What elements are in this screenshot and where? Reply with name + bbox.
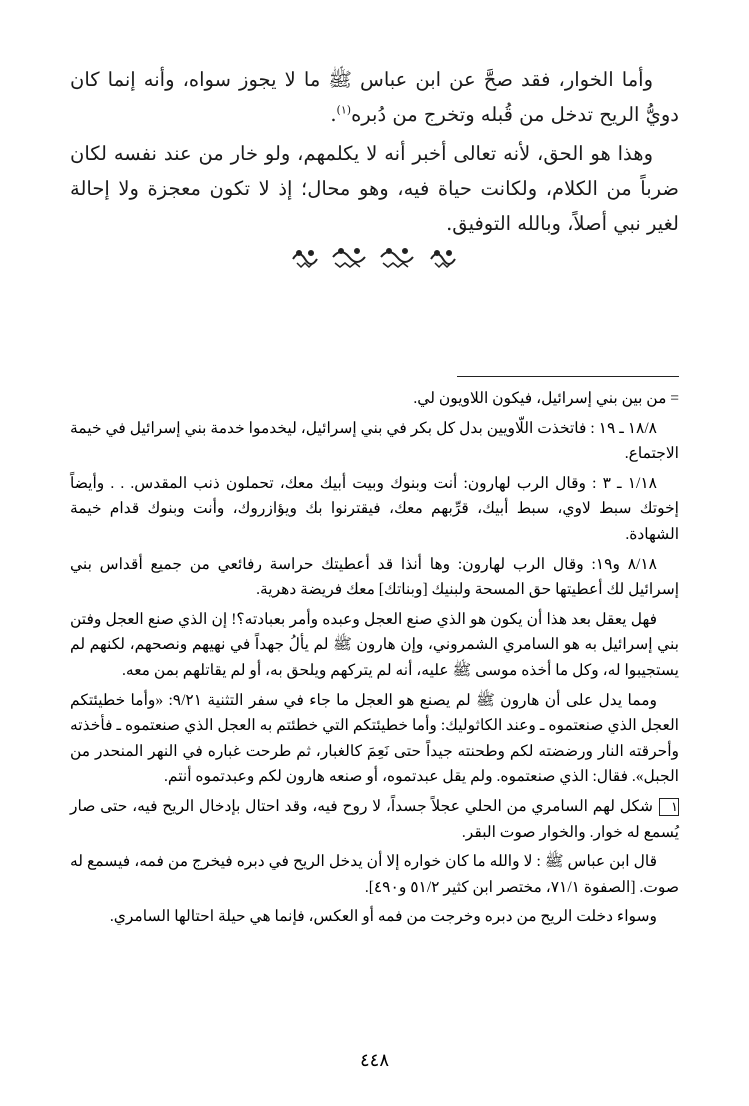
footnote-text: فهل يعقل بعد هذا أن يكون هو الذي صنع العجل وعبده وأمر بعبادته؟! إن الذي صنع العجل وفتن بني إسرائيل به هو السامري الشمروني، وإن هارون ﷺ لم يألُ جهداً في نهيهم ونصحهم، لكنهم لم يستجيبوا له، وكل ما أخذه موسى ﷺ عليه، أنه لم يتركهم ويلحق به، أو لم يقاتلهم بمن معه. xyxy=(70,610,679,679)
footnote-paragraph xyxy=(70,471,679,548)
paragraph-text: وهذا هو الحق، لأنه تعالى أخبر أنه لا يكلمهم، ولو خار من عند نفسه لكان ضرباً من الكلام، ولكانت حياة فيه، وهو محال؛ إذ لا تكون معجزة ولا إحالة لغير نبي أصلاً، وبالله التوفيق. xyxy=(70,142,679,235)
main-paragraph-2 xyxy=(70,136,679,241)
footnote-reference[interactable]: (١) xyxy=(336,103,352,117)
footnote-divider xyxy=(457,376,679,377)
floral-ornament-icon xyxy=(70,245,679,273)
footnote-paragraph xyxy=(70,688,679,790)
footnote-paragraph xyxy=(70,904,679,930)
footnote-text: ٨/١٨ و١٩: وقال الرب لهارون: وها أنذا قد أعطيتك حراسة رفائعي من جميع أقداس بني إسرائيل لك أعطيتها حق المسحة ولبنيك [وبناتك] معك فريضة دهرية. xyxy=(70,555,679,599)
footnote-paragraph xyxy=(70,386,679,412)
footnote-paragraph xyxy=(70,849,679,900)
footnote-text: شكل لهم السامري من الحلي عجلاً جسداً، لا روح فيه، وقد احتال بإدخال الريح فيه، حتى صار يُسمع له خوار. والخوار صوت البقر. xyxy=(70,797,679,841)
main-paragraph-1 xyxy=(70,62,679,132)
footnotes xyxy=(70,386,679,934)
main-text xyxy=(70,62,679,241)
footnote-text: ١/١٨ ـ ٣ : وقال الرب لهارون: أنت وبنوك وبيت أبيك معك، تحملون ذنب المقدس. . . وأيضاً إخوتك سبط لاوي، سبط أبيك، قرِّبهم معك، فيقترنوا بك ويؤازروك، وأنت وبنوك قدام خيمة الشهادة. xyxy=(70,474,679,543)
footnote-text: = من بين بني إسرائيل، فيكون اللاويون لي. xyxy=(413,390,679,407)
page-number: ٤٤٨ xyxy=(359,1050,389,1071)
footnote-number-box[interactable]: ١ xyxy=(659,798,679,816)
footnote-text: قال ابن عباس ﷺ : لا والله ما كان خواره إلا أن يدخل الريح في دبره فيخرج من فمه، فيسمع له صوت. [الصفوة ٧١/١، مختصر ابن كثير ٥١/٢ و٤٩٠]. xyxy=(70,853,679,896)
footnote-text: ١٨/٨ ـ ١٩ : فاتخذت اللّاويين بدل كل بكر في بني إسرائيل، ليخدموا خدمة بني إسرائيل في خيمة الاجتماع. xyxy=(70,419,679,463)
footnote-paragraph xyxy=(70,794,679,845)
paragraph-tail: . xyxy=(330,103,337,126)
footnote-paragraph xyxy=(70,416,679,467)
footnote-paragraph xyxy=(70,607,679,684)
paragraph-text: وأما الخوار، فقد صحَّ عن ابن عباس ﷺ ما لا يجوز سواه، وأنه إنما كان دويُّ الريح تدخل من قُبله وتخرج من دُبره xyxy=(70,68,679,126)
footnote-text: وسواء دخلت الريح من دبره وخرجت من فمه أو العكس، فإنما هي حيلة احتالها السامري. xyxy=(109,908,657,926)
footnote-text: ومما يدل على أن هارون ﷺ لم يصنع هو العجل ما جاء في سفر التثنية ٩/٢١: «وأما خطيئتكم العجل الذي صنعتموه ـ وعند الكاثوليك: وأما خطيئتكم التي خطئتم به العجل الذي صنعتموه ـ فأخذته وأحرقته النار ورضضته لكم وطحنته جيداً حتى نَعِمَ كالغبار، ثم طرحت غباره في النهر المنحدر من الجبل». فقال: الذي صنعتموه. ولم يقل عبدتموه، أو صنعه هارون لكم وعبدتموه أنتم. xyxy=(70,691,679,786)
footnote-paragraph xyxy=(70,552,679,603)
